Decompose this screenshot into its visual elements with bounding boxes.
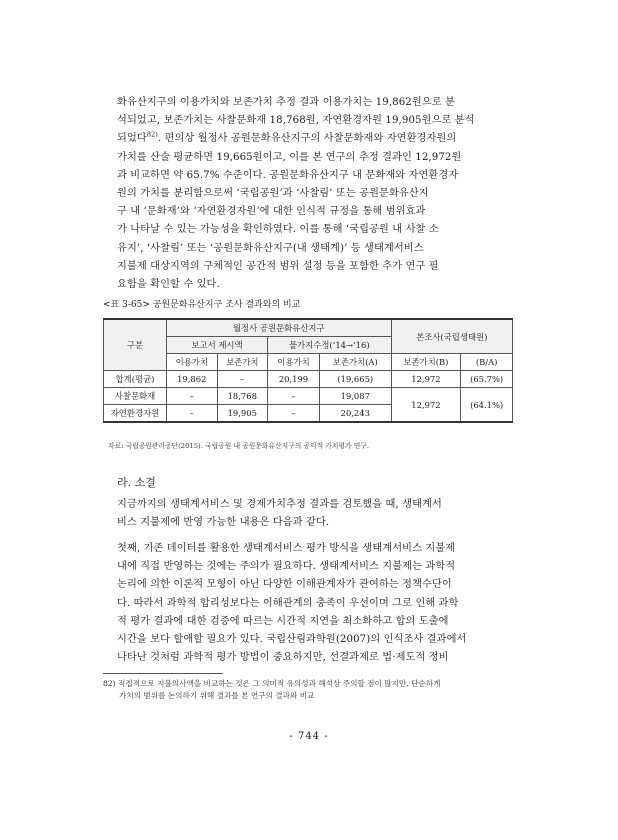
row-label: 자연환경자원	[104, 405, 167, 423]
paragraph-1	[117, 94, 503, 294]
column-header: 이용가치	[167, 354, 218, 371]
column-header: 보존가치(B)	[391, 354, 461, 371]
column-group-header: 본조사(국립생태원)	[391, 319, 512, 354]
table-cell: 18,768	[217, 388, 268, 405]
row-label: 합계(평균)	[104, 371, 167, 388]
row-label: 사찰문화재	[104, 388, 167, 405]
column-group-header: 월정사 공원문화유산지구	[167, 319, 392, 337]
text-line: 시간을 보다 할애할 필요가 있다. 국립산림과학원(2007)의 인식조사 결과에서	[117, 634, 467, 646]
comparison-table	[103, 318, 513, 423]
table-cell: 20,243	[319, 405, 391, 423]
text-line: 지금까지의 생태계서비스 및 경제가치추정 결과를 검토했을 때, 생태계서	[117, 499, 442, 510]
section-heading: 라. 소결	[117, 476, 156, 489]
footnote-line: 가치의 범위를 논의하기 위해 결과를 본 연구의 결과와 비교	[119, 690, 315, 700]
column-header: 보존가치	[217, 354, 268, 371]
text-line: 화유산지구의 이용가치와 보존가치 추정 결과 이용가치는 19,862원으로 분	[117, 97, 455, 108]
table-header-row	[104, 319, 513, 337]
table-cell-merged: (64.1%)	[461, 388, 513, 423]
table-cell: 19,087	[319, 388, 391, 405]
table-row	[104, 371, 513, 388]
text-line: 첫째, 기존 데이터를 활용한 생태계서비스 평가 방식을 생태계서비스 지불제	[117, 543, 456, 554]
text-line: 지불제 대상지역의 구체적인 공간적 범위 설정 등을 포함한 추가 연구 필	[117, 260, 439, 272]
table-cell: (19,665)	[319, 371, 391, 388]
text-line: 적 평가 결과에 대한 검증에 따르는 시간적 지연을 최소화하고 합의 도출에	[117, 615, 449, 627]
column-header: 보존가치(A)	[319, 354, 391, 371]
table-cell: –	[167, 388, 218, 405]
table-source: 자료: 국립공원관리공단(2015). 국립공원 내 공원문화유산지구의 공익적 가치평가 연구.	[108, 442, 370, 450]
text-line: 다. 따라서 과학적 합리성보다는 이해관계의 충족이 우선이며 그로 인해 과학	[117, 597, 459, 609]
column-header: 이용가치	[268, 354, 320, 371]
table-cell: –	[268, 388, 320, 405]
paragraph-3	[117, 540, 503, 667]
text-line: 원의 가치를 분리함으로써 ‘국립공원’과 ‘사찰림’ 또는 공원문화유산지	[117, 188, 429, 200]
row-header-cell: 구분	[104, 319, 167, 371]
text-line: 비스 지불제에 반영 가능한 내용은 다음과 같다.	[117, 517, 330, 529]
text-line: 요함을 확인할 수 있다.	[117, 279, 220, 291]
text-line: 과 비교하면 약 65.7% 수준이다. 공원문화유산지구 내 문화재와 자연환경자	[117, 169, 459, 181]
table-cell-merged: 12,972	[391, 388, 461, 423]
table-cell: (65.7%)	[461, 371, 513, 388]
footnote-divider	[103, 673, 223, 674]
text-line: 구 내 ‘문화재’와 ‘자연환경자원’에 대한 인식적 규정을 통해 범위효과	[117, 206, 426, 218]
text-line: 가치를 산술 평균하면 19,665원이고, 이를 본 연구의 추정 결과인 12,972원	[117, 151, 462, 163]
text-line: 유지’, ‘사찰림’ 또는 ‘공원문화유산지구(내 생태계)’ 등 생태계서비스	[117, 242, 424, 254]
text-line: 내에 직접 반영하는 것에는 주의가 필요하다. 생태계서비스 지불제는 과학적	[117, 561, 456, 573]
table-cell: 20,199	[268, 371, 320, 388]
page-number: - 744 -	[289, 731, 329, 742]
table-cell: 12,972	[391, 371, 461, 388]
table-cell: –	[268, 405, 320, 423]
column-header: (B/A)	[461, 354, 513, 371]
text-line	[117, 130, 503, 148]
paragraph-2	[117, 496, 503, 532]
text-line: 가 나타날 수 있는 가능성을 확인하였다. 이를 통해 ‘국립공원 내 사찰 소	[117, 224, 439, 236]
text-segment: 되었다	[117, 133, 147, 145]
footnote-line: 82) 직접적으로 지불의사액을 비교하는 것은 그 의미적 유의성과 해석상 주의할 점이 많지만, 단순하게	[103, 679, 441, 688]
table-cell: 19,905	[217, 405, 268, 423]
column-subgroup-header: 물가지수정(‘14→’16)	[268, 337, 392, 354]
table-caption: <표 3-65> 공원문화유산지구 조사 결과와의 비교	[103, 300, 301, 310]
table-cell: –	[167, 405, 218, 423]
column-subgroup-header: 보고서 제시액	[167, 337, 268, 354]
footnote-ref[interactable]: 82)	[146, 131, 158, 140]
text-line: 논리에 의한 이론적 모형이 아닌 다양한 이해관계자가 관여하는 정책수단이	[117, 579, 452, 591]
text-line: 석되었고, 보존가치는 사찰문화재 18,768원, 자연환경자원 19,905원으로 분석	[117, 115, 475, 127]
table-row	[104, 388, 513, 405]
text-segment: . 편의상 월정사 공원문화유산지구의 사찰문화재와 자연환경자원의	[157, 133, 457, 145]
table-cell: 19,862	[167, 371, 218, 388]
text-line: 나타난 것처럼 과학적 평가 방법이 중요하지만, 선결과제로 법·제도적 정비	[117, 652, 449, 664]
footnote	[103, 678, 513, 701]
table-cell: –	[217, 371, 268, 388]
